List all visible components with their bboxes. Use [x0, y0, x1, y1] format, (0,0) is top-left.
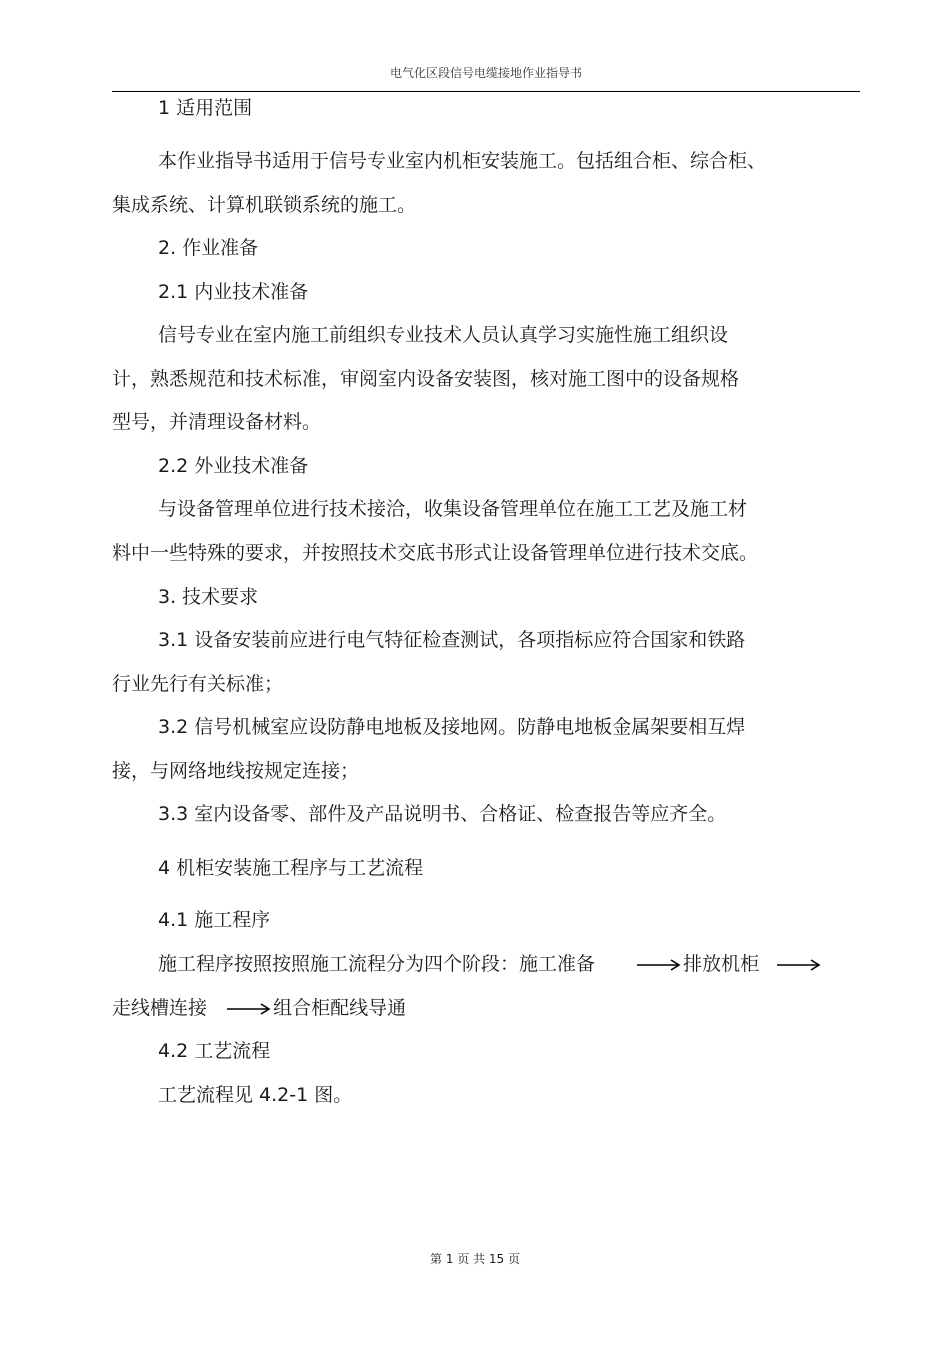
section-2-2-line-1: 与设备管理单位进行技术接洽，收集设备管理单位在施工工艺及施工材: [158, 498, 748, 520]
section-4-2-line-1: 工艺流程见 4.2-1 图。: [158, 1084, 353, 1106]
flow-step-prepare: 施工程序按照按照施工流程分为四个阶段：施工准备: [158, 953, 596, 975]
section-2-1-line-1: 信号专业在室内施工前组织专业技术人员认真学习实施性施工组织设: [158, 324, 729, 346]
section-4-2-heading: 4.2 工艺流程: [158, 1040, 271, 1062]
page-header: 电气化区段信号电缆接地作业指导书: [389, 66, 582, 80]
section-2-1-line-3: 型号，并清理设备材料。: [112, 411, 322, 433]
section-2-2-line-2: 料中一些特殊的要求，并按照技术交底书形式让设备管理单位进行技术交底。: [112, 542, 759, 564]
section-4-heading: 4 机柜安装施工程序与工艺流程: [158, 857, 424, 879]
flow-step-trough-connect: 走线槽连接: [112, 997, 208, 1019]
section-2-heading: 2. 作业准备: [158, 237, 259, 259]
section-3-2-line-1: 3.2 信号机械室应设防静电地板及接地网。防静电地板金属架要相互焊: [158, 716, 746, 738]
page-number-footer: 第 1 页 共 15 页: [430, 1252, 520, 1266]
section-3-1-line-2: 行业先行有关标准；: [112, 673, 284, 695]
header-divider: [112, 91, 860, 92]
section-2-1-line-2: 计，熟悉规范和技术标准，审阅室内设备安装图，核对施工图中的设备规格: [112, 368, 740, 390]
right-arrow-icon: [227, 1002, 271, 1016]
section-3-1-line-1: 3.1 设备安装前应进行电气特征检查测试，各项指标应符合国家和铁路: [158, 629, 746, 651]
section-4-1-line-2: [112, 996, 406, 1020]
right-arrow-icon: [637, 958, 681, 972]
section-3-3-line-1: 3.3 室内设备零、部件及产品说明书、合格证、检查报告等应齐全。: [158, 803, 727, 825]
right-arrow-icon: [777, 958, 821, 972]
section-1-paragraph-line-1: 本作业指导书适用于信号专业室内机柜安装施工。包括组合柜、综合柜、: [158, 150, 767, 172]
section-1-heading: 1 适用范围: [158, 97, 253, 119]
flow-step-place-cabinet: 排放机柜: [683, 953, 760, 975]
section-4-1-heading: 4.1 施工程序: [158, 909, 271, 931]
flow-step-wiring-check: 组合柜配线导通: [273, 997, 407, 1019]
section-1-paragraph-line-2: 集成系统、计算机联锁系统的施工。: [112, 194, 417, 216]
section-2-1-heading: 2.1 内业技术准备: [158, 281, 309, 303]
section-2-2-heading: 2.2 外业技术准备: [158, 455, 309, 477]
section-4-1-line-1: [158, 952, 823, 976]
section-3-heading: 3. 技术要求: [158, 586, 259, 608]
section-3-2-line-2: 接，与网络地线按规定连接；: [112, 760, 360, 782]
